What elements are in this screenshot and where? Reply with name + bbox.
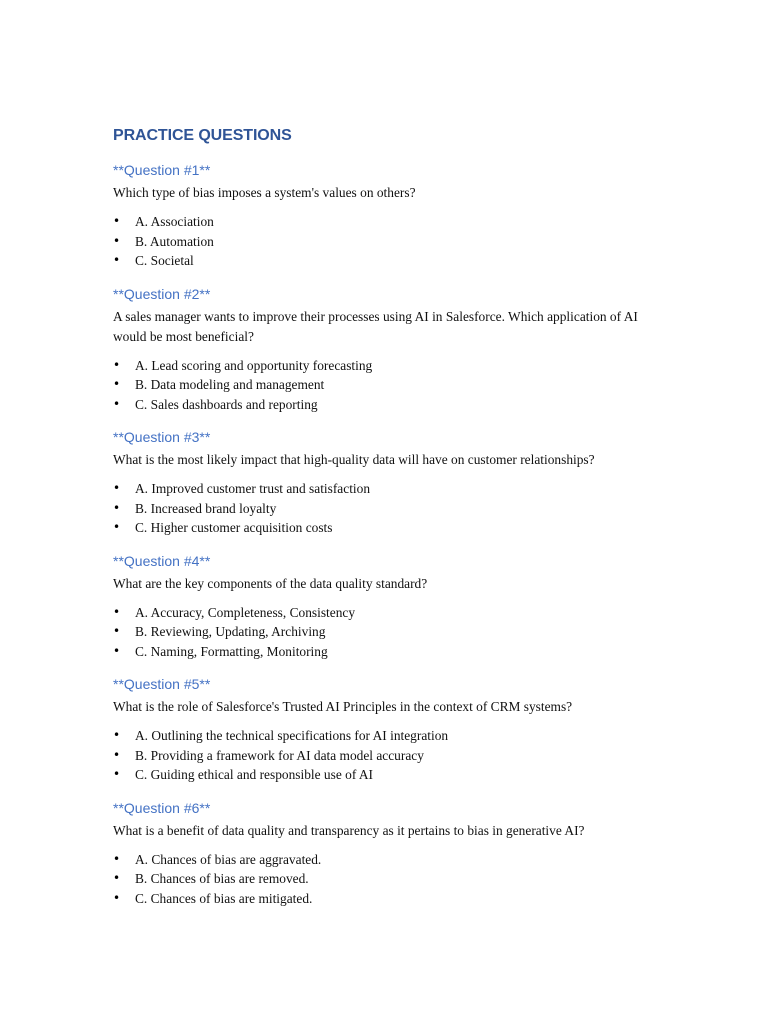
answer-option xyxy=(113,765,673,785)
answer-option xyxy=(113,232,673,252)
answer-option-label: C. Societal xyxy=(135,253,194,268)
answer-option xyxy=(113,850,673,870)
bullet-icon: • xyxy=(113,357,121,372)
bullet-icon: • xyxy=(113,500,121,515)
question-heading: **Question #5** xyxy=(113,676,211,692)
answer-option xyxy=(113,375,673,395)
question-block-3 xyxy=(113,428,673,538)
answer-option xyxy=(113,499,673,519)
question-block-5 xyxy=(113,675,673,785)
answer-option-label: B. Chances of bias are removed. xyxy=(135,871,309,886)
answer-option xyxy=(113,356,673,376)
answer-option xyxy=(113,251,673,271)
answer-option xyxy=(113,395,673,415)
answer-option-label: A. Lead scoring and opportunity forecasting xyxy=(135,357,373,373)
answer-option-label: A. Improved customer trust and satisfaction xyxy=(135,481,371,496)
answer-option-label: A. Accuracy, Completeness, Consistency xyxy=(135,604,356,620)
answer-option xyxy=(113,622,673,642)
question-block-2 xyxy=(113,285,673,415)
answer-option-label: C. Guiding ethical and responsible use of AI xyxy=(135,767,374,782)
answer-option-label: B. Reviewing, Updating, Archiving xyxy=(135,624,326,639)
answer-options xyxy=(113,479,673,538)
answer-option-label: A. Association xyxy=(135,214,214,229)
bullet-icon: • xyxy=(113,624,121,638)
answer-option-label: A. Outlining the technical specifications for AI integration xyxy=(135,728,449,743)
answer-options xyxy=(113,850,673,909)
bullet-icon: • xyxy=(113,767,121,781)
bullet-icon: • xyxy=(113,604,121,619)
answer-option xyxy=(113,889,673,909)
answer-option-label: B. Increased brand loyalty xyxy=(135,500,277,516)
bullet-icon: • xyxy=(113,520,121,534)
bullet-icon: • xyxy=(113,728,121,742)
answer-option xyxy=(113,746,673,766)
answer-options xyxy=(113,726,673,785)
question-text: What is the most likely impact that high-quality data will have on customer relationships? xyxy=(113,452,595,467)
question-heading: **Question #3** xyxy=(113,429,211,445)
answer-option xyxy=(113,518,673,538)
question-heading: **Question #1** xyxy=(113,162,211,178)
question-heading: **Question #6** xyxy=(113,799,211,816)
answer-option-label: C. Chances of bias are mitigated. xyxy=(135,890,313,906)
bullet-icon: • xyxy=(113,851,121,866)
bullet-icon: • xyxy=(113,747,121,762)
answer-option-label: B. Data modeling and management xyxy=(135,377,325,392)
page-title: PRACTICE QUESTIONS xyxy=(113,127,292,144)
bullet-icon: • xyxy=(113,253,121,267)
answer-option xyxy=(113,603,673,623)
answer-option-label: B. Providing a framework for AI data model accuracy xyxy=(135,747,424,763)
bullet-icon: • xyxy=(113,214,121,228)
question-text: What are the key components of the data quality standard? xyxy=(113,575,428,591)
document-page xyxy=(113,126,673,922)
bullet-icon: • xyxy=(113,377,121,391)
bullet-icon: • xyxy=(113,481,121,495)
question-heading: **Question #4** xyxy=(113,552,211,569)
question-text: Which type of bias imposes a system's values on others? xyxy=(113,185,416,200)
question-text: What is the role of Salesforce's Trusted AI Principles in the context of CRM systems? xyxy=(113,699,573,714)
answer-option xyxy=(113,726,673,746)
question-block-6 xyxy=(113,799,673,909)
answer-option-label: C. Higher customer acquisition costs xyxy=(135,520,333,535)
answer-option xyxy=(113,869,673,889)
answer-option-label: C. Naming, Formatting, Monitoring xyxy=(135,643,328,659)
question-heading: **Question #2** xyxy=(113,285,211,302)
answer-option xyxy=(113,642,673,662)
answer-options xyxy=(113,212,673,271)
bullet-icon: • xyxy=(113,396,121,411)
answer-option-label: A. Chances of bias are aggravated. xyxy=(135,851,322,867)
question-text: A sales manager wants to improve their processes using AI in Salesforce. Which application of AI would be most beneficial? xyxy=(113,308,638,344)
bullet-icon: • xyxy=(113,890,121,905)
bullet-icon: • xyxy=(113,233,121,248)
answer-options xyxy=(113,603,673,662)
bullet-icon: • xyxy=(113,643,121,658)
answer-option xyxy=(113,479,673,499)
answer-option xyxy=(113,212,673,232)
question-text: What is a benefit of data quality and transparency as it pertains to bias in generative AI? xyxy=(113,822,585,838)
question-block-4 xyxy=(113,552,673,662)
answer-option-label: C. Sales dashboards and reporting xyxy=(135,396,318,412)
answer-option-label: B. Automation xyxy=(135,233,214,249)
answer-options xyxy=(113,356,673,415)
bullet-icon: • xyxy=(113,871,121,885)
question-block-1 xyxy=(113,161,673,271)
